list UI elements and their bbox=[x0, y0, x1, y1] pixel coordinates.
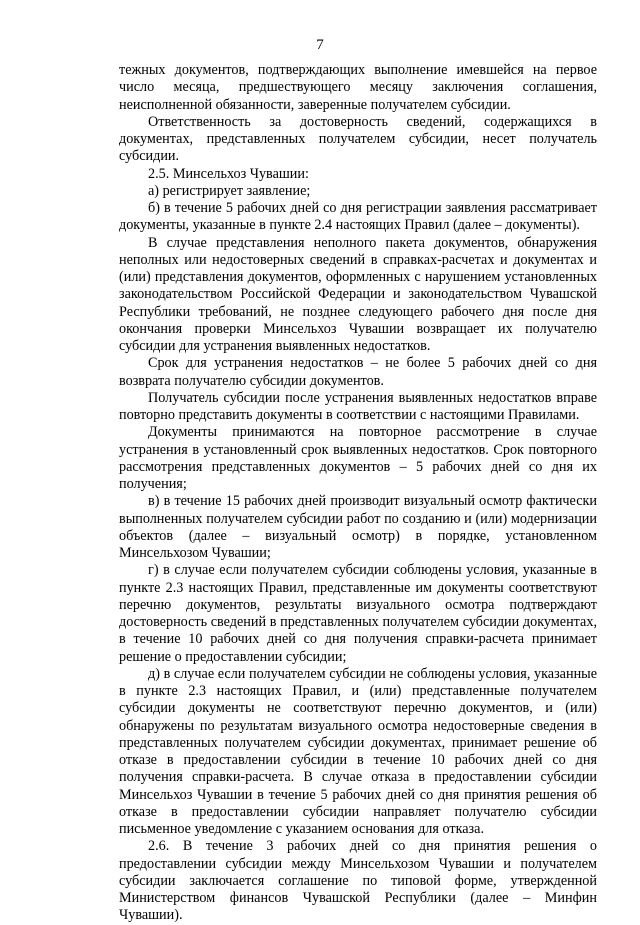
paragraph-2-6: 2.6. В течение 3 рабочих дней со дня принятия решения о предоставлении субсидии между Минсельхозом Чувашии и получателем субсидии заключается соглашение по типовой форме, утвержденной Министерством финансов Чувашской Республики (далее – Минфин Чувашии). bbox=[119, 838, 597, 924]
paragraph-2-5-d: д) в случае если получателем субсидии не соблюдены условия, указанные в пункте 2.3 настоящих Правил, и (или) представленные получателем субсидии документы не соответствуют перечню документов, и (или) обнаружены по результатам визуального осмотра недостоверные сведения в представленных получателем субсидии документах, принимает решение об отказе в предоставлении субсидии в течение 10 рабочих дней со дня получения справки-расчета. В случае отказа в предоставлении субсидии Минсельхоз Чувашии в течение 5 рабочих дней со дня принятия решения об отказе в предоставлении субсидии направляет получателю субсидии письменное уведомление с указанием основания для отказа. bbox=[119, 665, 597, 837]
paragraph-incomplete-package: В случае представления неполного пакета документов, обнаружения неполных или недостоверных сведений в справках-расчетах и документах и (или) представления документов, оформленных с нарушением установленных законодательством Российской Федерации и законодательством Чувашской Республики требований, не позднее следующего рабочего дня после дня окончания проверки Минсельхоз Чувашии возвращает их получателю субсидии для устранения выявленных недостатков. bbox=[119, 234, 597, 354]
paragraph-2-5-v: в) в течение 15 рабочих дней производит визуальный осмотр фактически выполненных получателем субсидии работ по созданию и (или) модернизации объектов (далее – визуальный осмотр) в порядке, установленном Минсельхозом Чувашии; bbox=[119, 493, 597, 561]
paragraph-resubmission: Получатель субсидии после устранения выявленных недостатков вправе повторно представить документы в соответствии с настоящими Правилами. bbox=[119, 389, 597, 423]
paragraph-re-review: Документы принимаются на повторное рассмотрение в случае устранения в установленный срок выявленных недостатков. Срок повторного рассмотрения представленных документов – 5 рабочих дней со дня их получения; bbox=[119, 424, 597, 492]
paragraph-2-5-a: а) регистрирует заявление; bbox=[148, 182, 311, 199]
paragraph-2-5-b: б) в течение 5 рабочих дней со дня регистрации заявления рассматривает документы, указанные в пункте 2.4 настоящих Правил (далее – документы). bbox=[119, 200, 597, 234]
page-number: 7 bbox=[316, 37, 324, 53]
document-body bbox=[119, 62, 597, 925]
paragraph-2-5-g: г) в случае если получателем субсидии соблюдены условия, указанные в пункте 2.3 настоящих Правил, представленные им документы соответствуют перечню документов, результаты визуального осмотра подтверждают достоверность сведений в представленных получателем субсидии документах, в течение 10 рабочих дней со дня получения справки-расчета принимает решение о предоставлении субсидии; bbox=[119, 562, 597, 665]
paragraph-continuation: тежных документов, подтверждающих выполнение имевшейся на первое число месяца, предшествующего месяцу заключения соглашения, неисполненной обязанности, заверенные получателем субсидии. bbox=[119, 62, 597, 113]
paragraph-2-5-heading: 2.5. Минсельхоз Чувашии: bbox=[148, 165, 309, 182]
paragraph-correction-deadline: Срок для устранения недостатков – не более 5 рабочих дней со дня возврата получателю субсидии документов. bbox=[119, 355, 597, 389]
paragraph-responsibility: Ответственность за достоверность сведений, содержащихся в документах, представленных получателем субсидии, несет получатель субсидии. bbox=[119, 113, 597, 165]
